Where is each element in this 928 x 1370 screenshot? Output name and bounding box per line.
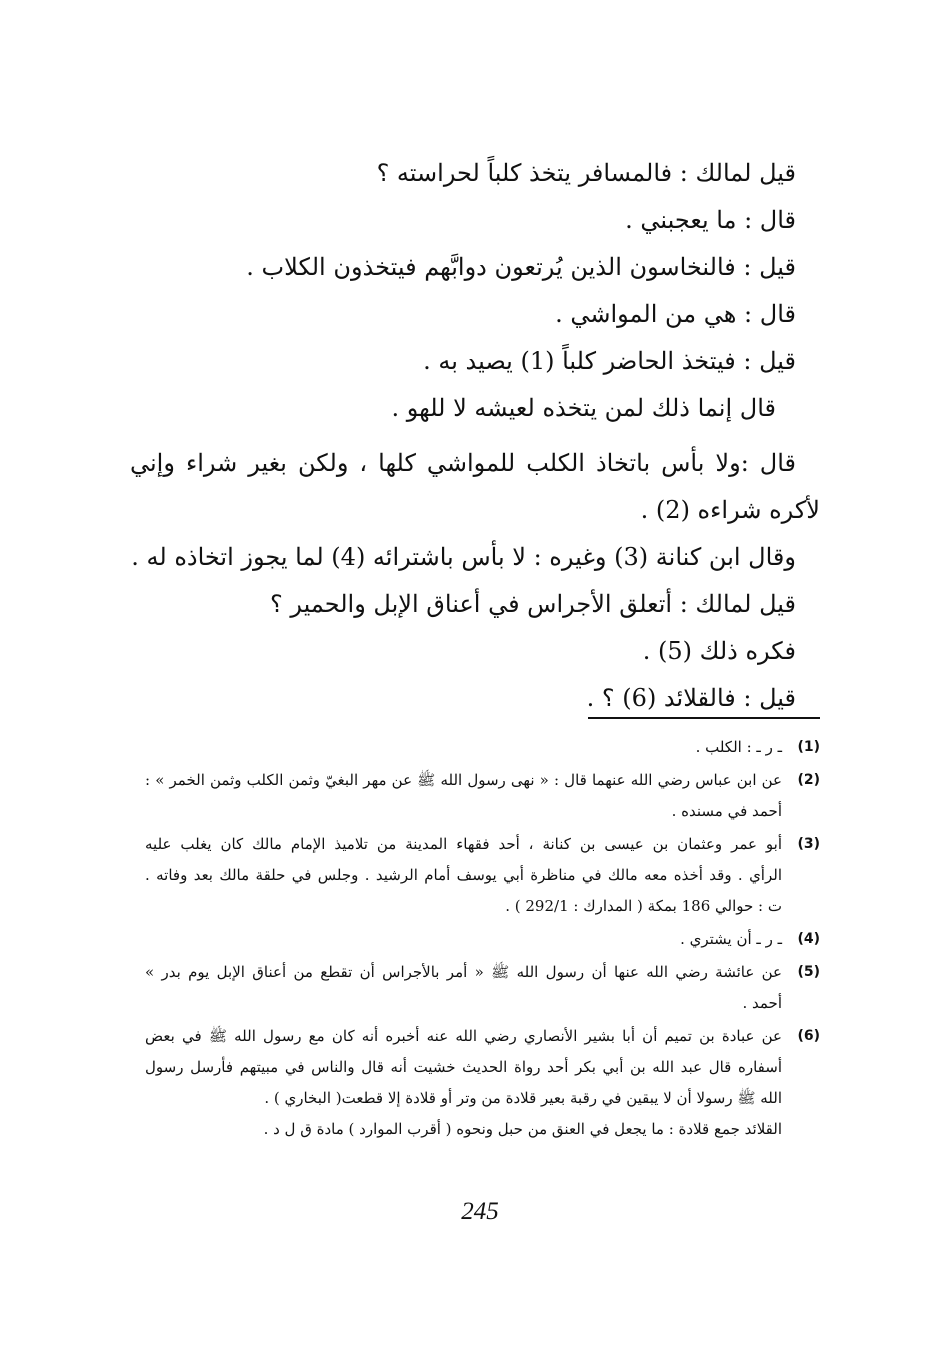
- page-number: 245: [461, 1198, 499, 1225]
- text-line: قيل لمالك : أتعلق الأجراس في أعناق الإبل والحمير ؟: [270, 590, 796, 618]
- footnote-body: [145, 829, 782, 922]
- text-line: وقال ابن كنانة (3) وغيره : لا بأس باشترائه (4) لما يجوز اتخاذه له .: [131, 543, 796, 571]
- footnote: [145, 924, 820, 955]
- footnote-line: أحمد .: [742, 994, 782, 1012]
- text-line: قيل : فالقلائد (6) ؟ .: [586, 684, 796, 712]
- footnote-line: أبو عمر وعثمان بن عيسى بن كنانة ، أحد فقهاء المدينة من تلاميذ الإمام مالك كان يغلب عليه: [145, 835, 782, 853]
- text-line: قال :ولا بأس باتخاذ الكلب للمواشي كلها ، ولكن بغير شراء وإني: [130, 449, 796, 477]
- footnote-number: (3): [797, 836, 820, 852]
- footnote-line: ـ ر ـ أن يشتري .: [680, 930, 782, 948]
- footnotes: [145, 732, 820, 1147]
- footnote: [145, 829, 820, 922]
- footnote-number: (1): [797, 739, 820, 755]
- footnote-line: الرأي . وقد أخذه معه مالك في مناظرة أبي يوسف أمام الرشيد . وجلس في حلقة مالك بعد وفاته .: [145, 866, 782, 884]
- footnote-line: القلائد جمع قلادة : ما يجعل في العنق من حبل ونحوه ( أقرب الموارد ) مادة ق ل د .: [263, 1120, 782, 1138]
- footnote-line: أحمد في مسنده .: [671, 802, 782, 820]
- footnote: [145, 957, 820, 1019]
- footnote-line: الله ﷺ رسولا أن لا يبقين في رقبة بعير قلادة من وتر أو قلادة إلا قطعت( البخاري ) .: [264, 1089, 782, 1107]
- footnote-line: عن عائشة رضي الله عنها أن رسول الله ﷺ « أمر بالأجراس أن تقطع من أعناق الإبل يوم بدر »: [145, 963, 782, 981]
- footnote-line: أسفاره قال عبد الله بن أبي بكر أحد رواة الحديث خشيت أنه قال والناس في مبيتهم فأرسل رسول: [145, 1058, 782, 1076]
- footnote-body: [145, 765, 782, 827]
- main-text-block: [130, 150, 820, 722]
- footnote: [145, 732, 820, 763]
- text-line: فكره ذلك (5) .: [642, 637, 796, 665]
- text-line: لأكره شراءه (2) .: [640, 496, 820, 524]
- footnote-line: عن عبادة بن تميم أن أبا بشير الأنصاري رضي الله عنه أخبره أنه كان مع رسول الله ﷺ في بعض: [145, 1027, 782, 1045]
- footnote-number: (2): [797, 772, 820, 788]
- footnote-number: (4): [797, 931, 820, 947]
- footnote-number: (5): [797, 964, 820, 980]
- text-line: قيل : فيتخذ الحاضر كلباً (1) يصيد به .: [423, 347, 796, 375]
- text-line: قيل لمالك : فالمسافر يتخذ كلباً لحراسته ؟: [376, 159, 796, 187]
- footnote-body: [145, 732, 782, 763]
- text-line: قال إنما ذلك لمن يتخذه لعيشه لا للهو .: [391, 394, 776, 422]
- footnote-line: ـ ر ـ : الكلب .: [695, 738, 782, 756]
- footnote-line: ت : حوالي 186 بمكة ( المدارك : 292/1 ) .: [505, 897, 782, 915]
- footnote-body: [145, 957, 782, 1019]
- text-line: قال : ما يعجبني .: [625, 206, 796, 234]
- footnote: [145, 1021, 820, 1145]
- footnote-body: [145, 924, 782, 955]
- text-line: قيل : فالنخاسون الذين يُرتعون دوابَّهم فيتخذون الكلاب .: [246, 253, 796, 281]
- footnote-line: عن ابن عباس رضي الله عنهما قال : « نهى رسول الله ﷺ عن مهر البغيّ وثمن الكلب وثمن الخمر » :: [145, 771, 782, 789]
- footnote-separator: [588, 717, 820, 719]
- footnote-number: (6): [797, 1028, 820, 1044]
- footnote: [145, 765, 820, 827]
- footnote-body: [145, 1021, 782, 1145]
- text-line: قال : هي من المواشي .: [555, 300, 796, 328]
